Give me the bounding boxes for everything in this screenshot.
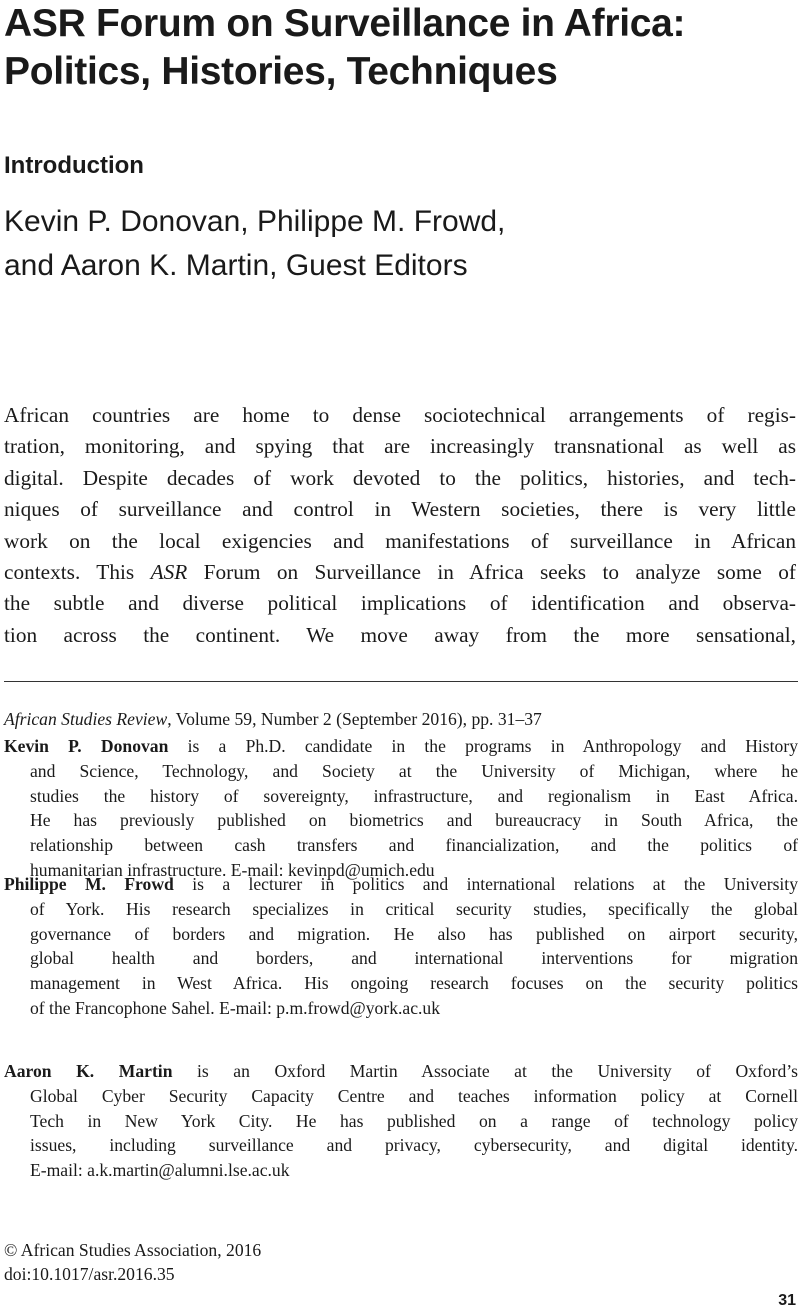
journal-name: African Studies Review <box>4 709 168 729</box>
editors-line-2: and Aaron K. Martin, Guest Editors <box>4 249 468 282</box>
article-title <box>4 0 796 96</box>
bio-line: humanitarian infrastructure. E-mail: kevinpd@umich.edu <box>30 859 435 880</box>
abstract-line: digital. Despite decades of work devoted to the politics, histories, and tech- <box>4 465 796 490</box>
page-number: 31 <box>778 1292 796 1309</box>
guest-editors <box>4 200 505 288</box>
bio-line: global health and borders, and international interventions for migration <box>30 948 798 969</box>
bio-line <box>4 734 798 759</box>
bio-line <box>4 872 798 897</box>
abstract-line: work on the local exigencies and manifestations of surveillance in African <box>4 528 796 553</box>
author-name: Philippe M. Frowd <box>4 874 174 894</box>
section-heading: Introduction <box>4 152 144 179</box>
abstract-line: tion across the continent. We move away from the more sensational, <box>4 622 796 647</box>
author-name: Aaron K. Martin <box>4 1061 173 1081</box>
editors-line-1: Kevin P. Donovan, Philippe M. Frowd, <box>4 205 506 238</box>
author-name: Kevin P. Donovan <box>4 736 169 756</box>
bio-line: He has previously published on biometrics and bureaucracy in South Africa, the <box>30 810 798 831</box>
bio-line: and Science, Technology, and Society at the University of Michigan, where he <box>30 760 798 781</box>
abstract-line <box>4 557 796 588</box>
journal-citation <box>4 709 542 730</box>
bio-line: of York. His research specializes in critical security studies, specifically the global <box>30 898 798 919</box>
bio-line: management in West Africa. His ongoing research focuses on the security politics <box>30 973 798 994</box>
abstract-line: tration, monitoring, and spying that are increasingly transnational as well as <box>4 434 796 459</box>
abstract-line: the subtle and diverse political implications of identification and observa- <box>4 591 796 616</box>
author-bio-donovan <box>4 734 798 883</box>
bio-line: relationship between cash transfers and financialization, and the politics of <box>30 835 798 856</box>
bio-line: of the Francophone Sahel. E-mail: p.m.frowd@york.ac.uk <box>30 997 440 1018</box>
bio-line: Global Cyber Security Capacity Centre and teaches information policy at Cornell <box>30 1085 798 1106</box>
abstract-line: niques of surveillance and control in Western societies, there is very little <box>4 497 796 522</box>
bio-line: studies the history of sovereignty, infrastructure, and regionalism in East Africa. <box>30 785 798 806</box>
bio-line: E-mail: a.k.martin@alumni.lse.ac.uk <box>30 1160 290 1181</box>
title-line-1: ASR Forum on Surveillance in Africa: <box>4 2 686 45</box>
bio-text: is a Ph.D. candidate in the programs in Anthropology and History <box>168 736 798 756</box>
bio-line: issues, including surveillance and privacy, cybersecurity, and digital identity. <box>30 1135 798 1156</box>
bio-text: is a lecturer in politics and international relations at the University <box>173 874 798 894</box>
abstract-text: contexts. This <box>4 560 151 585</box>
abstract-text: Forum on Surveillance in Africa seeks to analyze some of <box>187 560 796 585</box>
copyright-notice: © African Studies Association, 2016 <box>4 1240 262 1260</box>
bio-line: governance of borders and migration. He also has published on airport security, <box>30 923 798 944</box>
abstract-paragraph <box>4 400 796 651</box>
doi: doi:10.1017/asr.2016.35 <box>4 1264 175 1284</box>
author-bio-frowd <box>4 872 798 1021</box>
author-bio-martin <box>4 1059 798 1183</box>
title-line-2: Politics, Histories, Techniques <box>4 50 558 93</box>
footnote-divider <box>4 681 798 682</box>
journal-abbrev: ASR <box>150 560 188 585</box>
bio-line <box>4 1059 798 1084</box>
abstract-line: African countries are home to dense sociotechnical arrangements of regis- <box>4 403 796 427</box>
bio-line: Tech in New York City. He has published on a range of technology policy <box>30 1110 798 1131</box>
citation-details: , Volume 59, Number 2 (September 2016), pp. 31–37 <box>167 709 542 729</box>
bio-text: is an Oxford Martin Associate at the University of Oxford’s <box>172 1061 798 1081</box>
